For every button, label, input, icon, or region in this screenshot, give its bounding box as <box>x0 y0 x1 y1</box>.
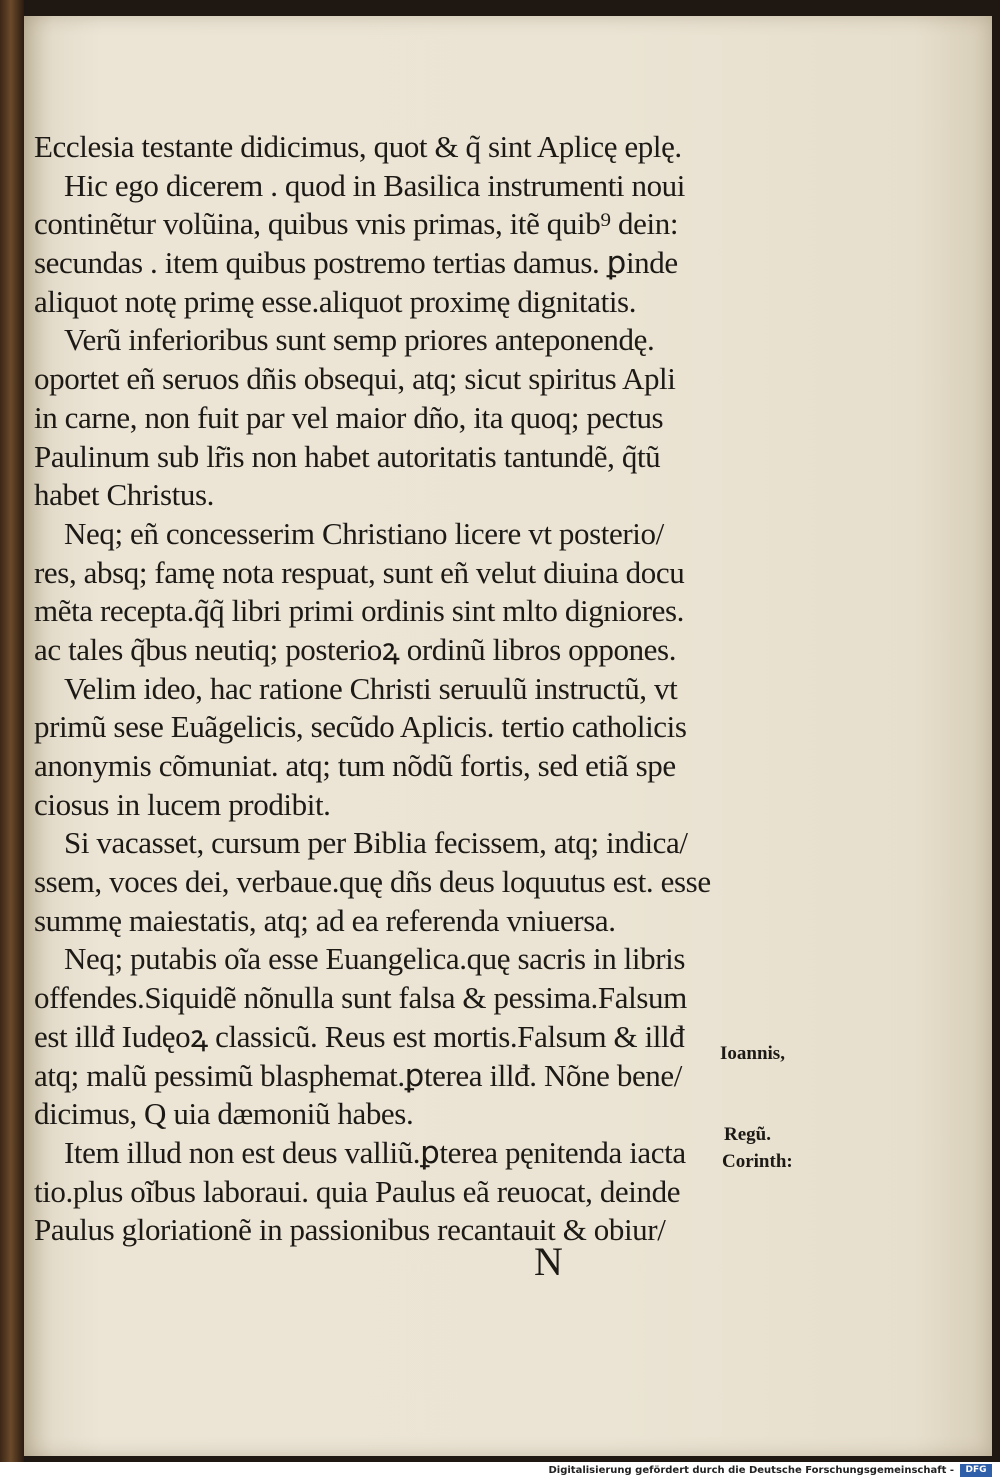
text-line: aliquot notę primę esse.aliquot proximę dignitatis. <box>34 283 637 319</box>
text-line: Hic ego dicerem . quod in Basilica instrumenti noui <box>64 167 685 203</box>
text-line: ssem, voces dei, verbaue.quę dñs deus loquutus est. esse <box>34 864 711 900</box>
text-line: oportet eñ seruos dñis obsequi, atq; sicut spiritus Apli <box>34 361 676 397</box>
text-line: dicimus, Q uia dæmoniũ habes. <box>34 1096 414 1132</box>
text-line: Neq; eñ concesserim Christiano licere vt posterio/ <box>64 515 664 551</box>
marginal-note-regum: Regũ. <box>724 1124 771 1145</box>
text-line: tio.plus oĩbus laboraui. quia Paulus eã reuocat, deinde <box>34 1173 681 1209</box>
text-line: mẽta recepta.q̃q̃ libri primi ordinis sint mlto digniores. <box>34 593 685 629</box>
marginal-note-ioannis: Ioannis, <box>720 1043 785 1064</box>
text-line: summę maiestatis, atq; ad ea referenda vniuersa. <box>34 902 616 938</box>
text-line: continẽtur volũina, quibus vnis primas, itẽ quib⁹ dein: <box>34 206 679 242</box>
text-line: habet Christus. <box>34 477 214 513</box>
book-binding-edge <box>0 0 24 1462</box>
text-line: offendes.Siquidẽ nõnulla sunt falsa & pessima.Falsum <box>34 980 687 1016</box>
book-page <box>24 16 992 1456</box>
marginal-note-corinth: Corinth: <box>722 1151 793 1172</box>
footer-bar <box>0 1462 1000 1481</box>
text-line: Paulinum sub lr̃is non habet autoritatis tantundẽ, q̃tũ <box>34 438 661 474</box>
dfg-logo: DFG <box>960 1464 992 1477</box>
text-line: in carne, non fuit par vel maior dño, ita quoq; pectus <box>34 399 664 435</box>
text-line: ciosus in lucem prodibit. <box>34 786 331 822</box>
text-line: anonymis cõmuniat. atq; tum nõdũ fortis, sed etiã spe <box>34 748 676 783</box>
text-line: Verũ inferioribus sunt semp priores anteponendę. <box>64 322 655 358</box>
text-line: Item illud non est deus valliũ.ꝑterea pęnitenda iacta <box>64 1134 686 1170</box>
text-line: Paulus gloriationẽ in passionibus recantauit & obiur/ <box>34 1212 666 1248</box>
text-line: secundas . item quibus postremo tertias damus. ꝑinde <box>34 245 678 281</box>
text-line: Velim ideo, hac ratione Christi seruulũ instructũ, vt <box>64 670 678 706</box>
text-line: Neq; putabis oĩa esse Euangelica.quę sacris in libris <box>64 941 686 977</box>
text-line: Si vacasset, cursum per Biblia fecissem, atq; indica/ <box>64 825 688 861</box>
signature-mark: N <box>534 1239 563 1284</box>
main-text-block <box>34 128 734 1250</box>
funding-credit: Digitalisierung gefördert durch die Deutsche Forschungsgemeinschaft - <box>548 1465 954 1476</box>
text-line: primũ sese Euãgelicis, secũdo Aplicis. tertio catholicis <box>34 709 687 745</box>
text-line: atq; malũ pessimũ blasphemat.ꝑterea illđ. Nõne bene/ <box>34 1057 682 1093</box>
text-line: est illđ Iudęoꝝ classicũ. Reus est mortis.Falsum & illđ <box>34 1018 685 1054</box>
text-line: res, absq; famę nota respuat, sunt eñ velut diuina docu <box>34 554 685 590</box>
text-line: ac tales q̃bus neutiq; posterioꝝ ordinũ libros oppones. <box>34 631 677 667</box>
text-line: Ecclesia testante didicimus, quot & q̃ sint Aplicę eplę. <box>34 129 682 164</box>
